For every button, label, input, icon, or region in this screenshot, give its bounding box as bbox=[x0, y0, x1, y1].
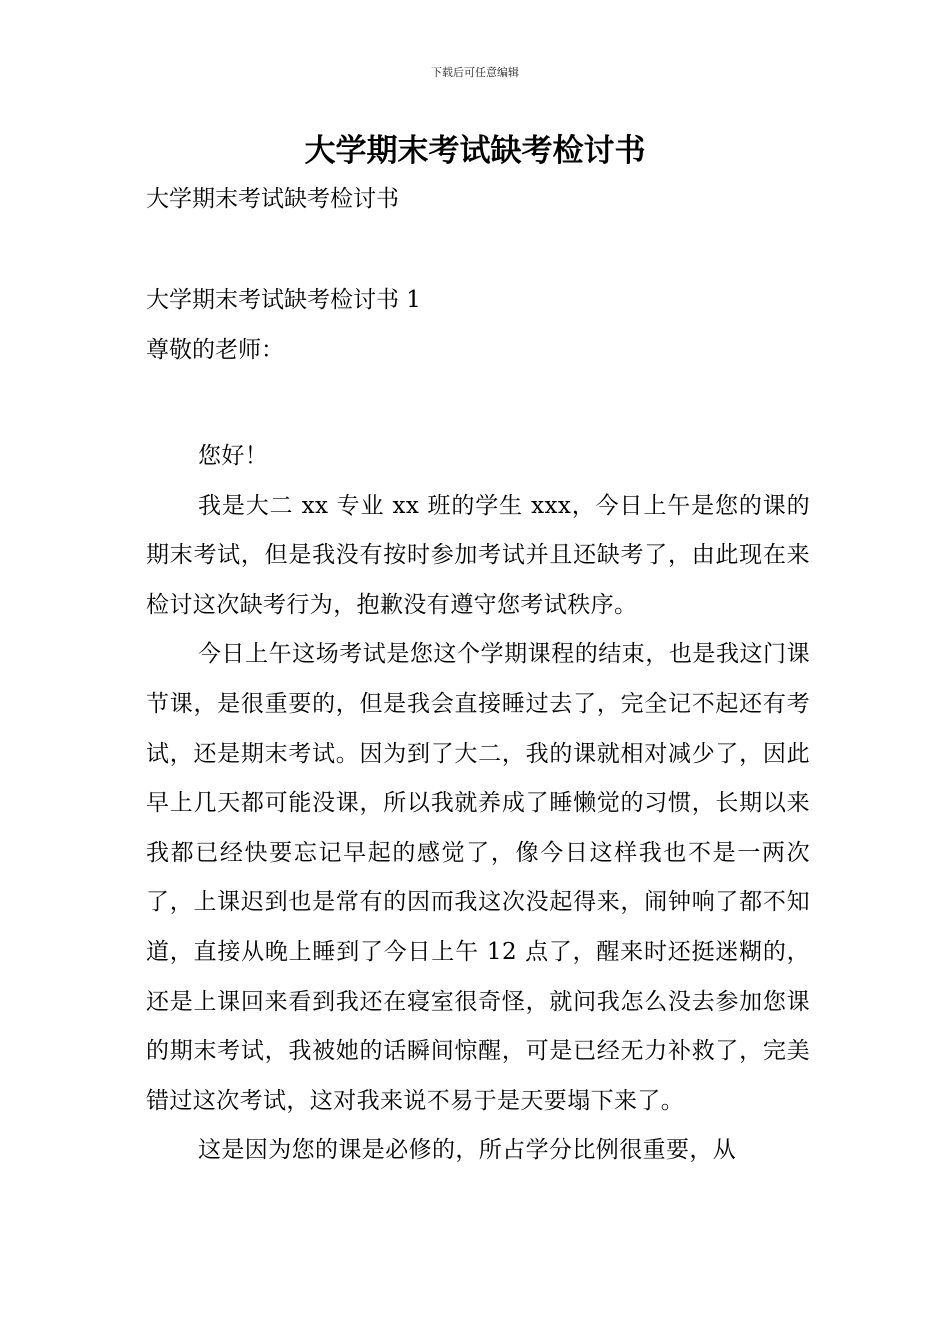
salutation: 尊敬的老师： bbox=[146, 337, 284, 363]
greeting-paragraph: 您好！ bbox=[198, 443, 269, 469]
letter-body bbox=[146, 432, 810, 1176]
document-title: 大学期末考试缺考检讨书 bbox=[304, 133, 646, 169]
document-subtitle: 大学期末考试缺考检讨书 bbox=[146, 186, 399, 212]
download-note: 下载后可任意编辑 bbox=[431, 66, 519, 79]
body-paragraph: 我是大二 xx 专业 xx 班的学生 xxx，今日上午是您的课的期末考试，但是我没有按时参加考试并且还缺考了，由此现在来检讨这次缺考行为，抱歉没有遵守您考试秩序。 bbox=[146, 492, 810, 618]
body-paragraph: 今日上午这场考试是您这个学期课程的结束，也是我这门课节课，是很重要的，但是我会直接睡过去了，完全记不起还有考试，还是期末考试。因为到了大二，我的课就相对减少了，因此早上几天都可能没课，所以我就养成了睡懒觉的习惯，长期以来我都已经快要忘记早起的感觉了，像今日这样我也不是一两次了，上课迟到也是常有的因而我这次没起得来，闹钟响了都不知道，直接从晚上睡到了今日上午 12 点了，醒来时还挺迷糊的，还是上课回来看到我还在寝室很奇怪，就问我怎么没去参加您课的期末考试，我被她的话瞬间惊醒，可是已经无力补救了，完美错过这次考试，这对我来说不易于是天要塌下来了。 bbox=[146, 641, 810, 1114]
section-heading: 大学期末考试缺考检讨书 1 bbox=[146, 287, 421, 313]
body-paragraph: 这是因为您的课是必修的，所占学分比例很重要，从 bbox=[198, 1137, 737, 1164]
